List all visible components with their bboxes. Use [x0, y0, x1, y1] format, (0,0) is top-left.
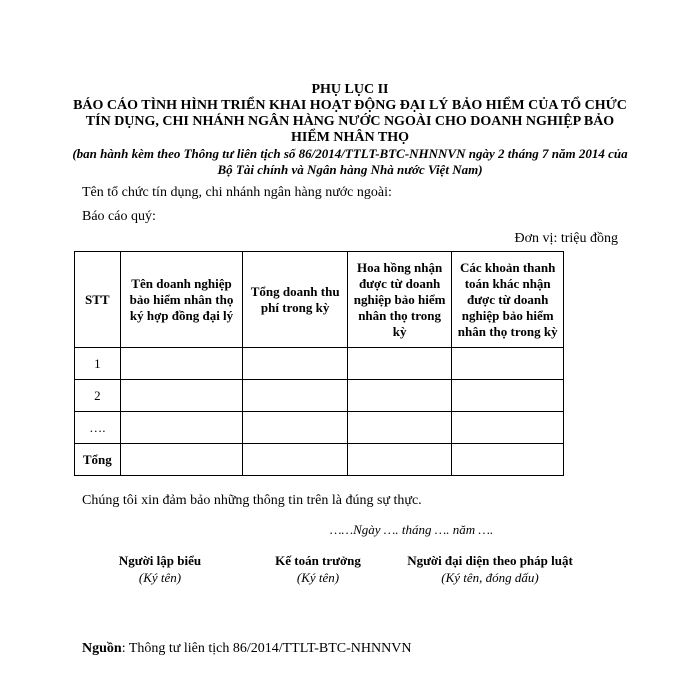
signature-note: (Ký tên) [296, 570, 340, 585]
cell-commission [347, 444, 451, 476]
cell-commission [347, 412, 451, 444]
row-total-label: Tổng [75, 444, 121, 476]
source-note [82, 640, 411, 658]
table-row [75, 412, 564, 444]
signature-role: Người đại diện theo pháp luật [407, 553, 573, 568]
issued-note: (ban hành kèm theo Thông tư liên tịch số 86/2014/TTLT-BTC-NHNNVN ngày 2 tháng 7 năm 2014 của Bộ Tài chính và Ngân hàng Nhà nước Việt Nam) [72, 146, 628, 177]
appendix-title: PHỤ LỤC II [311, 82, 389, 97]
cell-other-payments [452, 444, 564, 476]
document-heading [70, 82, 630, 178]
cell-revenue [243, 380, 347, 412]
row-stt: 1 [75, 348, 121, 380]
cell-other-payments [452, 348, 564, 380]
cell-revenue [243, 348, 347, 380]
table-total-row [75, 444, 564, 476]
header-company: Tên doanh nghiệp bảo hiểm nhân thọ ký hợp đồng đại lý [120, 252, 243, 348]
signature-role: Kế toán trưởng [275, 553, 361, 568]
cell-company [120, 380, 243, 412]
cell-commission [347, 380, 451, 412]
cell-company [120, 412, 243, 444]
signature-chief-accountant [258, 552, 378, 586]
organization-label: Tên tổ chức tín dụng, chi nhánh ngân hàng nước ngoài: [82, 185, 392, 200]
source-label: Nguồn [82, 641, 122, 656]
report-title: BÁO CÁO TÌNH HÌNH TRIỂN KHAI HOẠT ĐỘNG ĐẠI LÝ BẢO HIỂM CỦA TỔ CHỨC TÍN DỤNG, CHI NHÁNH NGÂN HÀNG NƯỚC NGOÀI CHO DOANH NGHIỆP BẢO HIỂM NHÂN THỌ [73, 98, 627, 145]
signature-note: (Ký tên) [138, 570, 182, 585]
header-stt: STT [75, 252, 121, 348]
header-revenue: Tổng doanh thu phí trong kỳ [243, 252, 347, 348]
signature-legal-representative [390, 552, 590, 586]
signature-note: (Ký tên, đóng dấu) [441, 570, 539, 585]
cell-other-payments [452, 412, 564, 444]
quarter-label: Báo cáo quý: [82, 209, 156, 224]
cell-other-payments [452, 380, 564, 412]
cell-company [120, 348, 243, 380]
date-line: ……Ngày …. tháng …. năm …. [330, 522, 494, 537]
table-header-row [75, 252, 564, 348]
header-other-payments: Các khoản thanh toán khác nhận được từ doanh nghiệp bảo hiểm nhân thọ trong kỳ [452, 252, 564, 348]
table-row [75, 380, 564, 412]
source-text: : Thông tư liên tịch 86/2014/TTLT-BTC-NHNNVN [121, 641, 412, 656]
report-table [74, 251, 564, 476]
signature-role: Người lập biểu [118, 553, 202, 568]
cell-revenue [243, 412, 347, 444]
cell-commission [347, 348, 451, 380]
header-commission: Hoa hồng nhận được từ doanh nghiệp bảo hiểm nhân thọ trong kỳ [347, 252, 451, 348]
table-row [75, 348, 564, 380]
row-stt: …. [75, 412, 121, 444]
row-stt: 2 [75, 380, 121, 412]
cell-company [120, 444, 243, 476]
unit-label: Đơn vị: triệu đồng [514, 231, 618, 246]
signature-preparer [100, 552, 220, 586]
cell-revenue [243, 444, 347, 476]
confirmation-statement: Chúng tôi xin đảm bảo những thông tin trên là đúng sự thực. [82, 493, 422, 508]
